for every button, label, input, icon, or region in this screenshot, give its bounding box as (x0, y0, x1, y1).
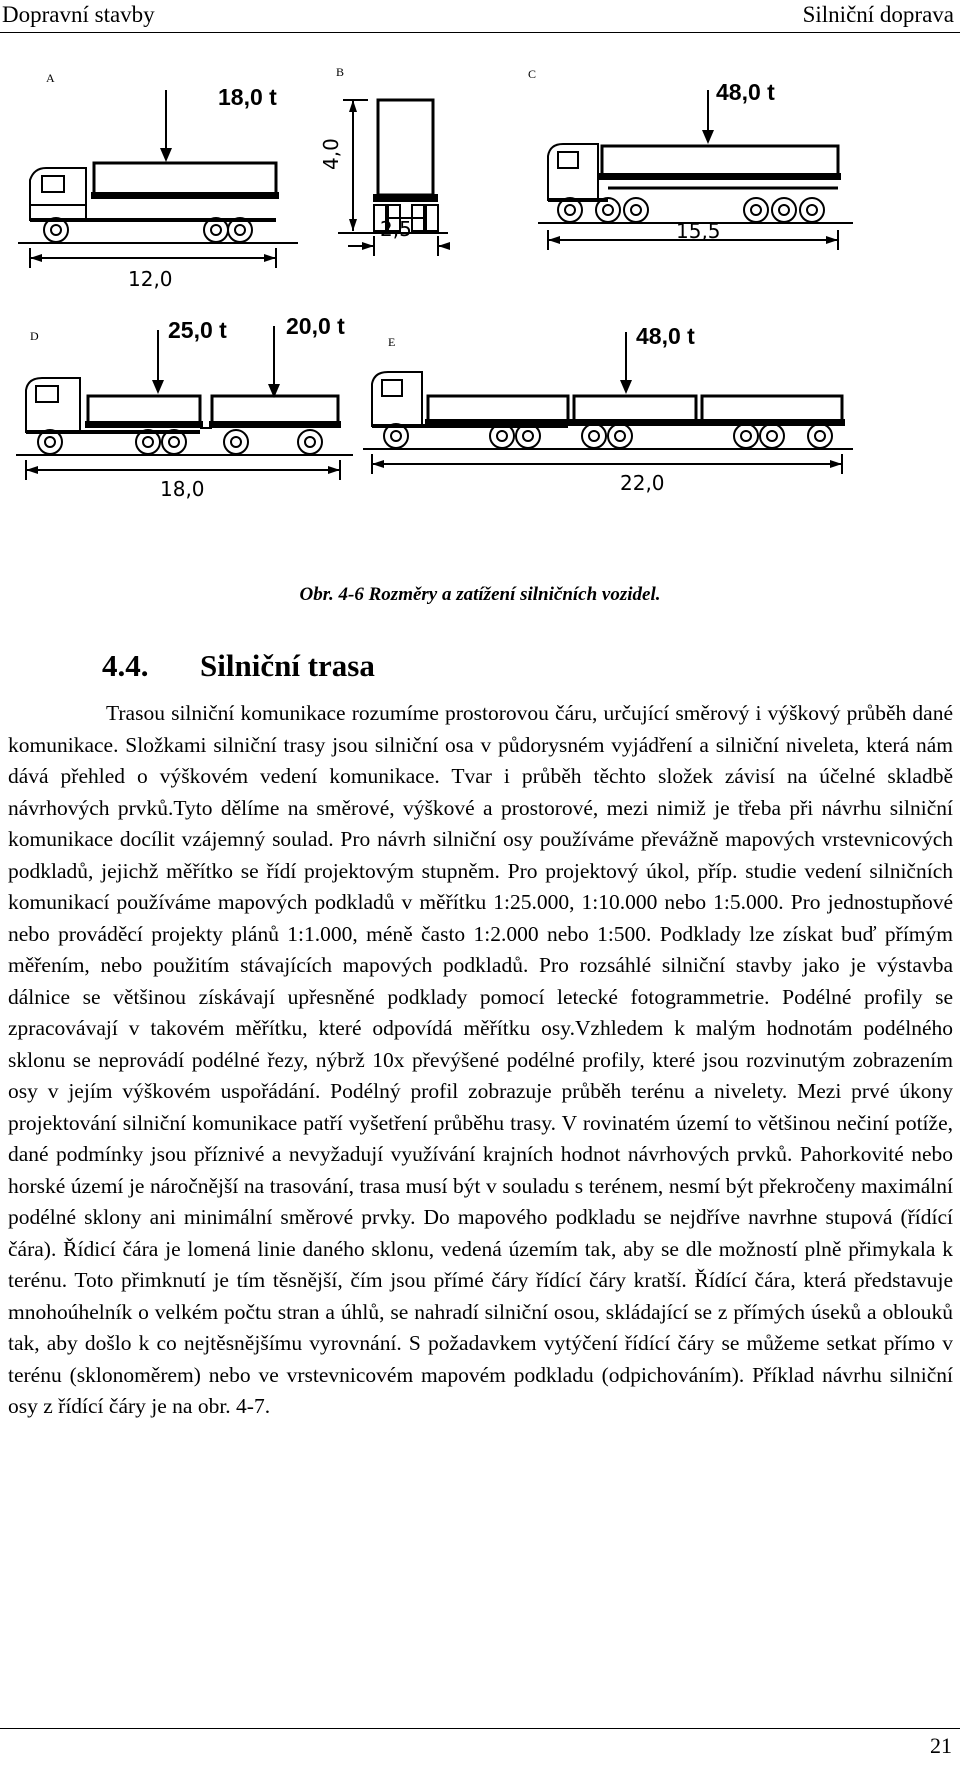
dim-b-height: 4,0 (319, 138, 343, 170)
cargo-body-a (94, 163, 276, 195)
dim-b-width: 2,5 (380, 217, 412, 241)
load-a: 18,0 t (218, 84, 277, 110)
truck-body-d (88, 396, 200, 424)
figure-caption: Obr. 4-6 Rozměry a zatížení silničních vozidel. (299, 584, 661, 605)
dim-d: 18,0 (160, 477, 205, 501)
trailer-body-d (212, 396, 338, 424)
load-d2: 20,0 t (286, 313, 345, 339)
label-c: C (528, 67, 537, 81)
header-left: Dopravní stavby (2, 2, 155, 27)
dim-a: 12,0 (128, 267, 173, 291)
rear-body-b (378, 100, 433, 195)
label-b: B (336, 65, 345, 79)
vehicle-c (528, 67, 853, 250)
section-title: Silniční trasa (200, 648, 375, 683)
trailer2-body-e (702, 396, 842, 422)
label-e: E (388, 335, 396, 349)
vehicle-a (18, 71, 298, 291)
body-text (8, 698, 953, 1423)
load-d1: 25,0 t (168, 317, 227, 343)
load-e: 48,0 t (636, 323, 695, 349)
vehicle-d (16, 313, 353, 501)
label-d: D (30, 329, 39, 343)
header-right: Silniční doprava (802, 2, 954, 27)
vehicle-e (363, 323, 853, 495)
section-heading (102, 648, 375, 684)
vehicle-b (319, 65, 450, 256)
section-number: 4.4. (102, 648, 149, 683)
truck-body-e (428, 396, 568, 422)
label-a: A (46, 71, 55, 85)
trailer1-body-e (574, 396, 696, 422)
load-c: 48,0 t (716, 79, 775, 105)
body-paragraph: Trasou silniční komunikace rozumíme prostorovou čáru, určující směrový i výškový průběh dané komunikace. Složkami silniční trasy jsou silniční osa v půdorysném vyjádření a silniční niveleta, která nám dává přehled o výškovém vedení komunikace. Tvar i průběh těchto složek závisí na účelné skladbě návrhových prvků.Tyto dělíme na směrové, výškové a prostorové, mezi nimiž je třeba při návrhu silniční komunikace docílit vzájemný soulad. Pro návrh silniční osy používáme převážně mapových vrstevnicových podkladů, jejichž měřítko se řídí projektovým stupněm. Pro projektový úkol, příp. studie vedení silničních komunikací používáme mapových podkladů v měřítku 1:25.000, 1:10.000 nebo 1:5.000. Pro jednostupňové nebo prováděcí projekty plánů 1:1.000, méně často 1:2.000 nebo 1:500. Podklady lze získat buď přímým měřením, nebo použitím stávajících mapových podkladů. Pro rozsáhlé silniční stavby jako je výstavba dálnice se většinou získávají upřesněné podklady pomocí letecké fotogrammetrie. Podélné profily se zpracovávají v takovém měřítku, které odpovídá měřítku osy.Vzhledem k malým hodnotám podélného sklonu se neprovádí podélné řezy, nýbrž 10x převýšené podélné profily, které jsou rozvinutým zobrazením osy v jejím výškovém uspořádání. Podélný profil zobrazuje průběh terénu a nivelety. Mezi prvé úkony projektování silniční komunikace patří vyšetření průběhu trasy. V rovinatém území to většinou nečiní potíže, dané podmínky jsou příznivé a nevyžadují využívání krajních hodnot návrhových prvků. Pahorkovité nebo horské území je náročnější na trasování, trasa musí být v souladu s terénem, nesmí být překročeny maximální podélné sklony ani minimální směrové prvky. Do mapového podkladu se nejdříve navrhne stupová (řídící čára). Řídicí čára je lomená linie daného sklonu, vedená územím tak, aby se dle možností plně přimykala k terénu. Toto přimknutí je tím těsnější, čím jsou přímé čáry řídící čáry kratší. Řídící čára, která představuje mnohoúhelník o velkém počtu stran a úhlů, se nahradí silniční osou, skládající se z přímých úseků a oblouků tak, aby došlo k co nejtěsnějšímu vyrovnání. S požadavkem vytýčení řídící čáry se můžeme setkat přímo v terénu (sklonoměrem) nebo ve vrstevnicovém mapovém podkladu (odpichováním). Příklad návrhu silniční osy z řídící čáry je na obr. 4-7. (8, 701, 953, 1418)
dim-e: 22,0 (620, 471, 665, 495)
page-header (0, 0, 960, 34)
vehicle-figure (8, 60, 958, 565)
dim-c: 15,5 (676, 219, 721, 243)
header-rule (0, 32, 960, 33)
semitrailer-body-c (602, 146, 838, 176)
page-number: 21 (930, 1733, 952, 1758)
footer-rule (0, 1728, 960, 1729)
